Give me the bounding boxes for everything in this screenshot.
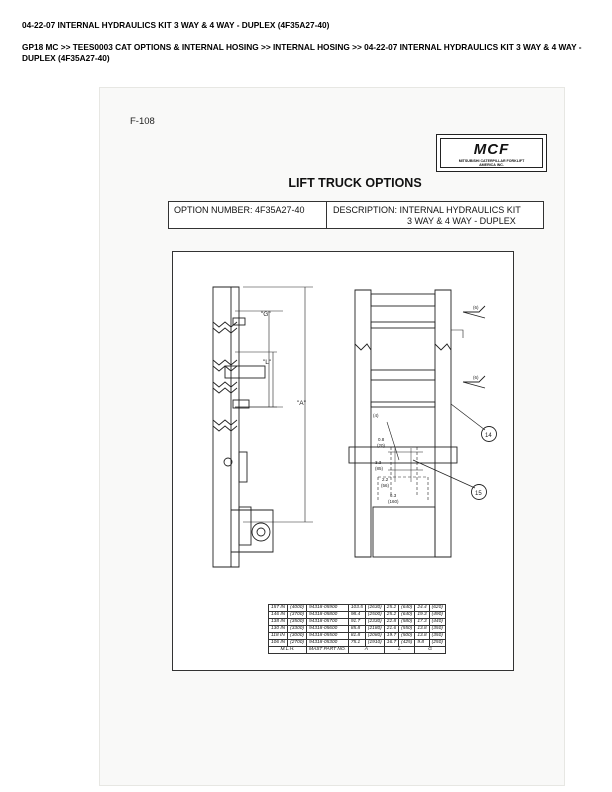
callout-14: 14 bbox=[485, 433, 492, 439]
table-cell: 91.7 bbox=[348, 619, 365, 626]
page-title: 04-22-07 INTERNAL HYDRAULICS KIT 3 WAY & 4 WAY - DUPLEX (4F35A27-40) bbox=[22, 20, 330, 30]
table-cell: 94318-05300 bbox=[307, 640, 349, 647]
table-cell: 94318-05700 bbox=[307, 619, 349, 626]
dim1-b: (20) bbox=[377, 443, 386, 448]
table-cell: (3000) bbox=[288, 633, 307, 640]
table-cell: 103.5 bbox=[348, 605, 365, 612]
table-row bbox=[269, 640, 446, 647]
table-cell: (640) bbox=[399, 612, 415, 619]
label-l: "L" bbox=[263, 359, 272, 366]
break-line-4 bbox=[213, 420, 237, 425]
table-cell: (3500) bbox=[288, 619, 307, 626]
table-cell: (1910) bbox=[365, 640, 384, 647]
label-six-top: (6) bbox=[473, 305, 479, 310]
table-row bbox=[269, 605, 446, 612]
table-cell: 94318-05600 bbox=[307, 626, 349, 633]
table-cell: (500) bbox=[399, 633, 415, 640]
table-footer-row bbox=[269, 647, 446, 654]
table-cell: 85.8 bbox=[348, 626, 365, 633]
table-cell: 138 IN bbox=[269, 619, 288, 626]
mcf-logo bbox=[436, 134, 547, 172]
spec-table bbox=[268, 604, 446, 654]
table-cell: 157 IN bbox=[269, 605, 288, 612]
label-a: "A" bbox=[297, 400, 306, 407]
table-cell: (640) bbox=[399, 605, 415, 612]
table-cell: (440) bbox=[429, 619, 445, 626]
left-rail-outer bbox=[213, 287, 231, 567]
table-cell: (2080) bbox=[365, 633, 384, 640]
table-cell: (350) bbox=[429, 626, 445, 633]
table-row bbox=[269, 619, 446, 626]
sheet-title: LIFT TRUCK OPTIONS bbox=[288, 176, 422, 190]
table-cell: (350) bbox=[429, 633, 445, 640]
logo-inner-frame bbox=[440, 138, 543, 168]
label-g: "G" bbox=[261, 311, 271, 318]
footer-l: L bbox=[384, 647, 415, 654]
footer-mast-part: MAST PART NO. bbox=[307, 647, 349, 654]
option-number: OPTION NUMBER: 4F35A27-40 bbox=[169, 202, 327, 228]
table-cell: 106 IN bbox=[269, 640, 288, 647]
table-cell: (620) bbox=[429, 605, 445, 612]
table-cell: 22.8 bbox=[384, 619, 398, 626]
table-cell: (425) bbox=[399, 640, 415, 647]
left-rail-inner bbox=[231, 287, 239, 567]
top-crossmember bbox=[371, 294, 435, 306]
carriage-plate bbox=[349, 447, 457, 463]
table-cell: 19.3 bbox=[415, 612, 429, 619]
break-line-3 bbox=[213, 382, 237, 387]
table-row bbox=[269, 612, 446, 619]
table-cell: 25.2 bbox=[384, 612, 398, 619]
table-cell: 19.7 bbox=[384, 633, 398, 640]
option-info-box bbox=[168, 201, 544, 229]
logo-word: MCF bbox=[473, 141, 510, 158]
table-cell: 16.7 bbox=[384, 640, 398, 647]
table-cell: 17.3 bbox=[415, 619, 429, 626]
dim3-a: 2.2 bbox=[382, 477, 389, 482]
table-cell: 130 IN bbox=[269, 626, 288, 633]
table-cell: (3700) bbox=[288, 612, 307, 619]
breadcrumb: GP18 MC >> TEES0003 CAT OPTIONS & INTERNAL HOSING >> INTERNAL HOSING >> 04-22-07 INTERNAL HYDRAULICS KIT 3 WAY & 4 WAY - DUPLEX (4F35A27-40) bbox=[22, 42, 582, 63]
dim4-a: 6.3 bbox=[390, 493, 397, 498]
footer-g: G bbox=[415, 647, 446, 654]
table-cell: (4000) bbox=[288, 605, 307, 612]
table-cell: (2330) bbox=[365, 619, 384, 626]
label-four: (4) bbox=[373, 413, 379, 418]
dim4-b: (160) bbox=[388, 499, 399, 504]
table-cell: 98.4 bbox=[348, 612, 365, 619]
table-cell: 118 IN bbox=[269, 633, 288, 640]
table-cell: (550) bbox=[399, 626, 415, 633]
table-cell: 25.2 bbox=[384, 605, 398, 612]
table-cell: 24.4 bbox=[415, 605, 429, 612]
description-line1: DESCRIPTION: INTERNAL HYDRAULICS KIT bbox=[333, 205, 521, 215]
table-cell: 94318-05900 bbox=[307, 605, 349, 612]
front-right-rail bbox=[435, 290, 451, 557]
mid-crossmember bbox=[371, 370, 435, 380]
table-cell: 13.8 bbox=[415, 633, 429, 640]
label-six-mid: (6) bbox=[473, 375, 479, 380]
table-cell: 13.8 bbox=[415, 626, 429, 633]
table-cell: 146 IN bbox=[269, 612, 288, 619]
footer-a: A bbox=[348, 647, 384, 654]
table-cell: 94318-05800 bbox=[307, 612, 349, 619]
table-cell: (580) bbox=[399, 619, 415, 626]
table-cell: (2700) bbox=[288, 640, 307, 647]
front-left-rail bbox=[355, 290, 371, 557]
dim2-b: (85) bbox=[375, 466, 384, 471]
table-cell: 94318-05500 bbox=[307, 633, 349, 640]
dim3-b: (56) bbox=[381, 483, 390, 488]
table-cell: 81.8 bbox=[348, 633, 365, 640]
table-cell: (250) bbox=[429, 640, 445, 647]
table-row bbox=[269, 626, 446, 633]
logo-line2: AMERICA INC. bbox=[479, 163, 504, 167]
table-cell: (3300) bbox=[288, 626, 307, 633]
table-cell: 75.1 bbox=[348, 640, 365, 647]
table-cell: (2630) bbox=[365, 605, 384, 612]
table-cell: (490) bbox=[429, 612, 445, 619]
callout-15: 15 bbox=[475, 491, 482, 497]
table-cell: (2180) bbox=[365, 626, 384, 633]
table-cell: 21.6 bbox=[384, 626, 398, 633]
figure-number: F-108 bbox=[130, 116, 155, 127]
break-line-2 bbox=[213, 360, 237, 365]
footer-mlh: M.L.H. bbox=[269, 647, 307, 654]
lower-frame bbox=[373, 507, 435, 557]
table-cell: (2500) bbox=[365, 612, 384, 619]
front-break-left bbox=[355, 344, 371, 350]
roller-circle bbox=[252, 523, 270, 541]
description-line2: 3 WAY & 4 WAY - DUPLEX bbox=[407, 216, 516, 226]
table-cell: 9.8 bbox=[415, 640, 429, 647]
dim2-a: 3.3 bbox=[375, 460, 382, 465]
table-row bbox=[269, 633, 446, 640]
logo-subtitle bbox=[441, 159, 542, 167]
dim1-a: 0.8 bbox=[378, 437, 385, 442]
logo-line1: MITSUBISHI CATERPILLAR FORKLIFT bbox=[458, 159, 525, 163]
